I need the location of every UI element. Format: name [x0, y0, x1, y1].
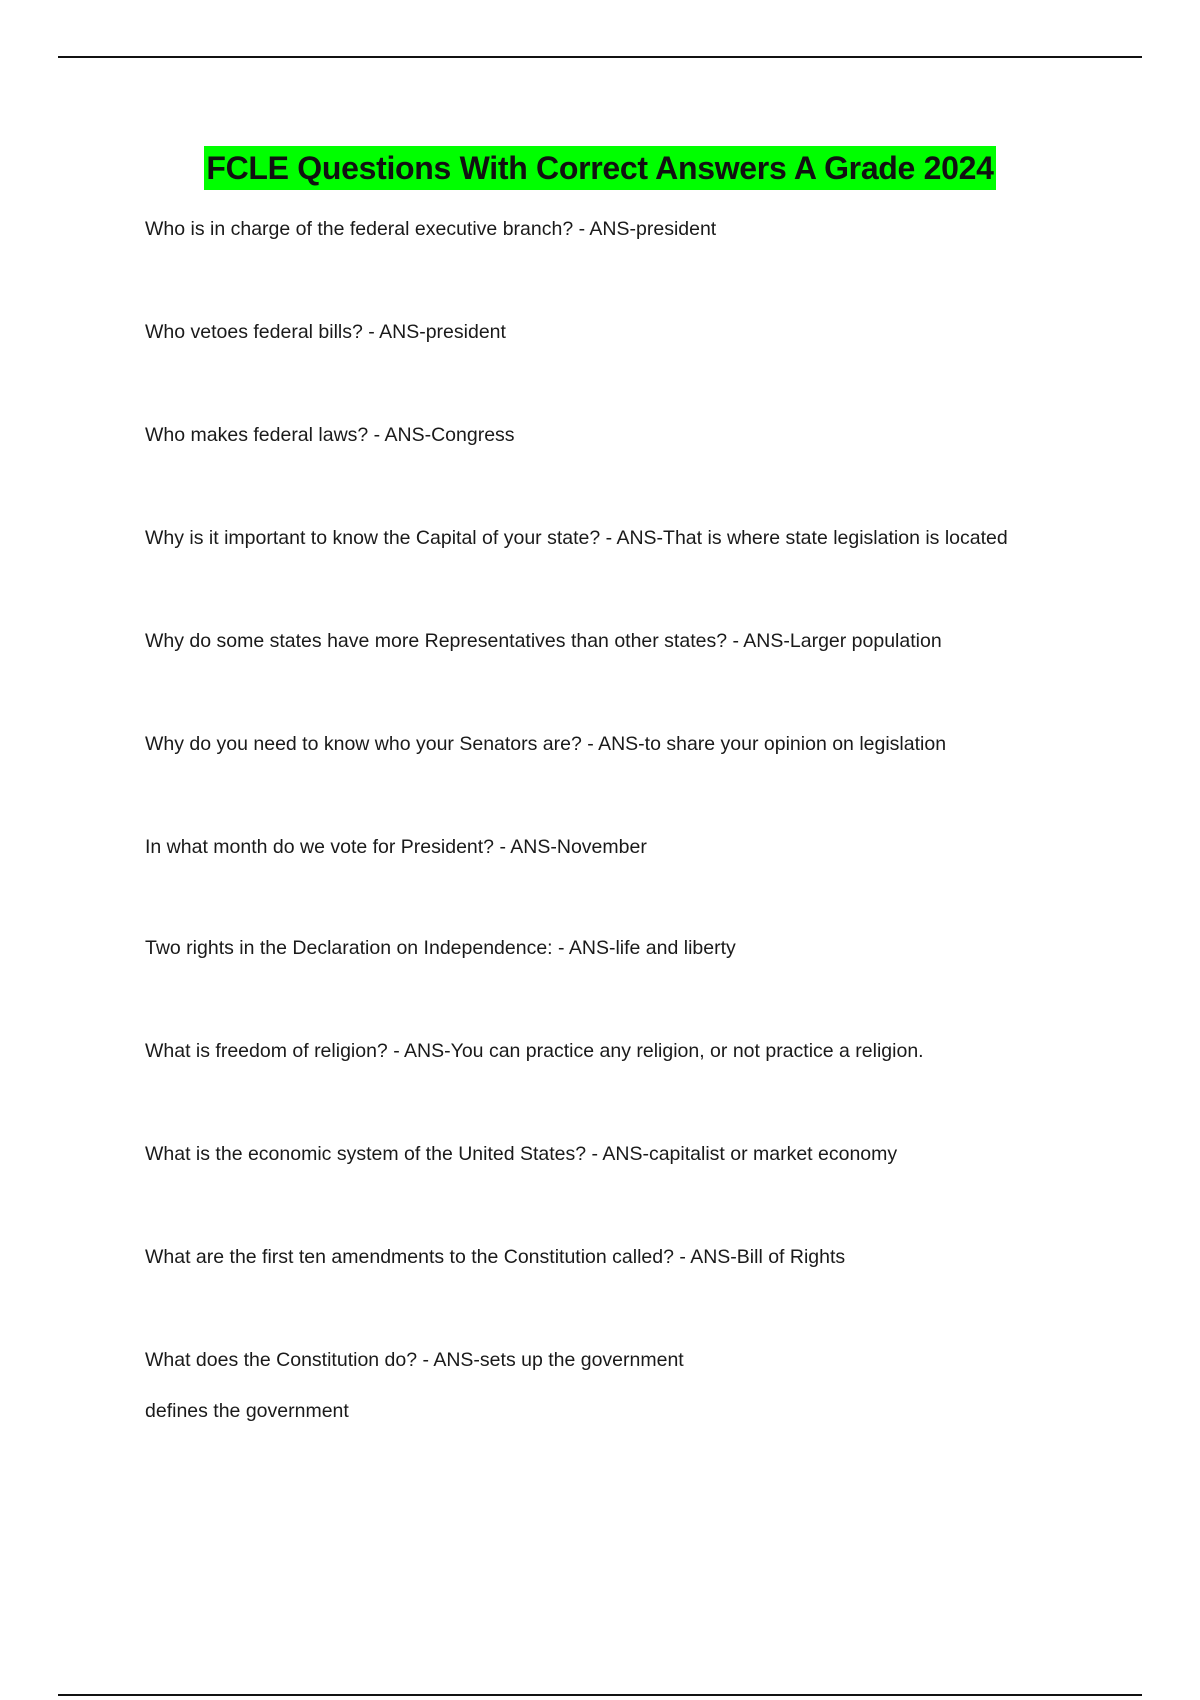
page-title: FCLE Questions With Correct Answers A Grade 2024	[204, 146, 995, 190]
qa-item-12: What does the Constitution do? - ANS-sets up the government	[145, 1349, 684, 1371]
qa-item-5: Why do some states have more Representatives than other states? - ANS-Larger population	[145, 630, 942, 652]
qa-item-1: Who is in charge of the federal executive branch? - ANS-president	[145, 218, 717, 240]
qa-item-10: What is the economic system of the United States? - ANS-capitalist or market economy	[145, 1143, 898, 1165]
qa-item-11: What are the first ten amendments to the Constitution called? - ANS-Bill of Rights	[145, 1246, 846, 1268]
top-rule	[58, 56, 1142, 58]
qa-item-7: In what month do we vote for President? - ANS-November	[145, 836, 647, 858]
qa-item-6: Why do you need to know who your Senators are? - ANS-to share your opinion on legislation	[145, 733, 947, 755]
qa-item-3: Who makes federal laws? - ANS-Congress	[145, 424, 515, 446]
qa-item-2: Who vetoes federal bills? - ANS-president	[145, 321, 506, 343]
bottom-rule	[58, 1694, 1142, 1696]
qa-item-9: What is freedom of religion? - ANS-You can practice any religion, or not practice a religion.	[145, 1040, 924, 1062]
title-block	[0, 146, 1200, 190]
qa-item-8: Two rights in the Declaration on Independence: - ANS-life and liberty	[145, 937, 736, 959]
qa-item-4: Why is it important to know the Capital of your state? - ANS-That is where state legislation is located	[145, 527, 1008, 549]
qa-item-12-continuation: defines the government	[145, 1400, 349, 1422]
